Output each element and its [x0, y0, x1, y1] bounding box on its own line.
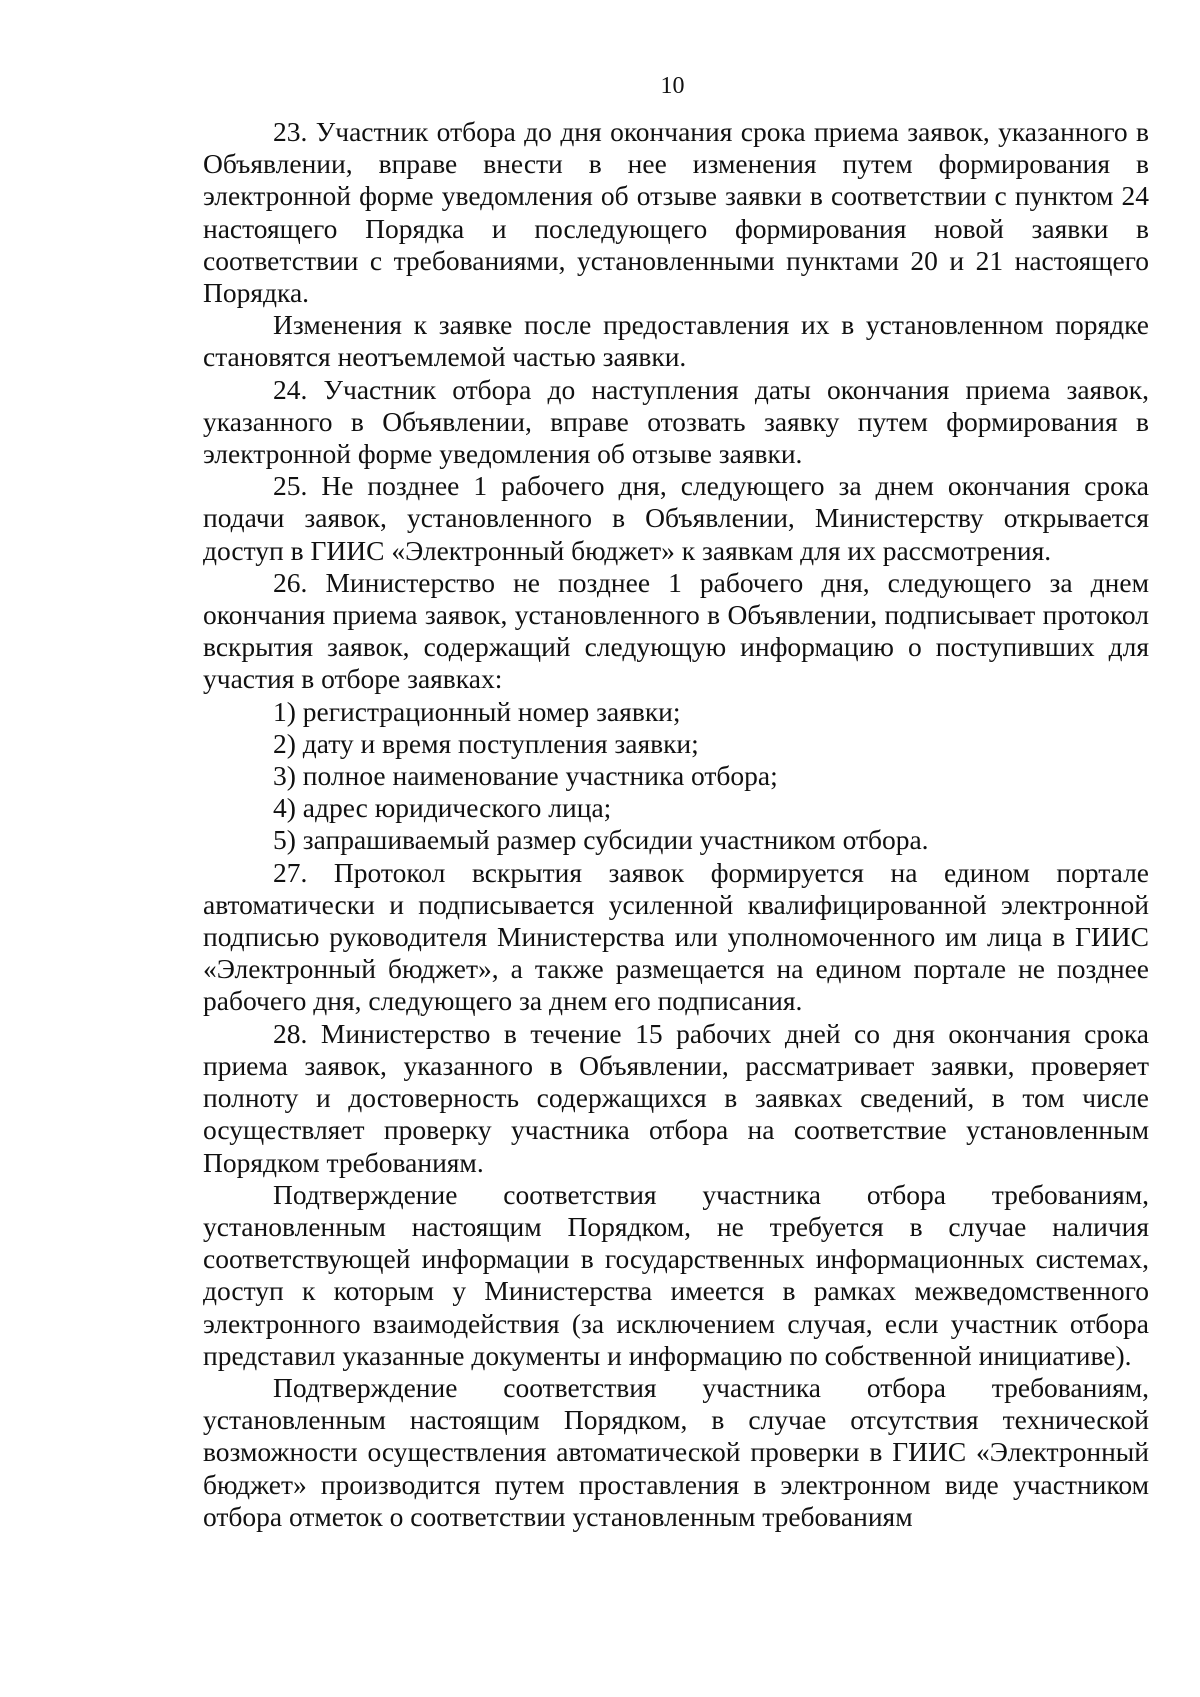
paragraph-28-confirmation-not-required: Подтверждение соответствия участника отбора требованиям, установленным настоящим Порядком, не требуется в случае наличия соответствующей информации в государственных информационных системах, доступ к которым у Министерства имеется в рамках межведомственного электронного взаимодействия (за исключением случая, если участник отбора представил указанные документы и информацию по собственной инициативе). [203, 1178, 1149, 1371]
document-body [203, 116, 1149, 1533]
list-item: 3) полное наименование участника отбора; [273, 760, 778, 792]
paragraph-23: 23. Участник отбора до дня окончания срока приема заявок, указанного в Объявлении, вправе внести в нее изменения путем формирования в электронной форме уведомления об отзыве заявки в соответствии с пунктом 24 настоящего Порядка и последующего формирования новой заявки в соответствии с требованиями, установленными пунктами 20 и 21 настоящего Порядка. [203, 116, 1149, 309]
list-item: 4) адрес юридического лица; [273, 792, 612, 824]
paragraph-25: 25. Не позднее 1 рабочего дня, следующего за днем окончания срока подачи заявок, установленного в Объявлении, Министерству открывается доступ в ГИИС «Электронный бюджет» к заявкам для их рассмотрения. [203, 470, 1149, 566]
paragraph-23-changes: Изменения к заявке после предоставления их в установленном порядке становятся неотъемлемой частью заявки. [203, 309, 1149, 373]
paragraph-27: 27. Протокол вскрытия заявок формируется на едином портале автоматически и подписывается усиленной квалифицированной электронной подписью руководителя Министерства или уполномоченного им лица в ГИИС «Электронный бюджет», а также размещается на едином портале не позднее рабочего дня, следующего за днем его подписания. [203, 856, 1149, 1017]
paragraph-28-confirmation-manual: Подтверждение соответствия участника отбора требованиям, установленным настоящим Порядком, в случае отсутствия технической возможности осуществления автоматической проверки в ГИИС «Электронный бюджет» производится путем проставления в электронном виде участником отбора отметок о соответствии установленным требованиям [203, 1371, 1149, 1532]
paragraph-24: 24. Участник отбора до наступления даты окончания приема заявок, указанного в Объявлении, вправе отозвать заявку путем формирования в электронной форме уведомления об отзыве заявки. [203, 373, 1149, 470]
list-item: 2) дату и время поступления заявки; [273, 727, 699, 759]
paragraph-28: 28. Министерство в течение 15 рабочих дней со дня окончания срока приема заявок, указанного в Объявлении, рассматривает заявки, проверяет полноту и достоверность содержащихся в заявках сведений, в том числе осуществляет проверку участника отбора на соответствие установленным Порядком требованиям. [203, 1017, 1149, 1178]
page-number: 10 [660, 73, 685, 99]
paragraph-26: 26. Министерство не позднее 1 рабочего дня, следующего за днем окончания приема заявок, установленного в Объявлении, подписывает протокол вскрытия заявок, содержащий следующую информацию о поступивших для участия в отборе заявках: [203, 566, 1149, 695]
list-item: 5) запрашиваемый размер субсидии участником отбора. [273, 824, 929, 856]
list-item: 1) регистрационный номер заявки; [273, 695, 681, 727]
